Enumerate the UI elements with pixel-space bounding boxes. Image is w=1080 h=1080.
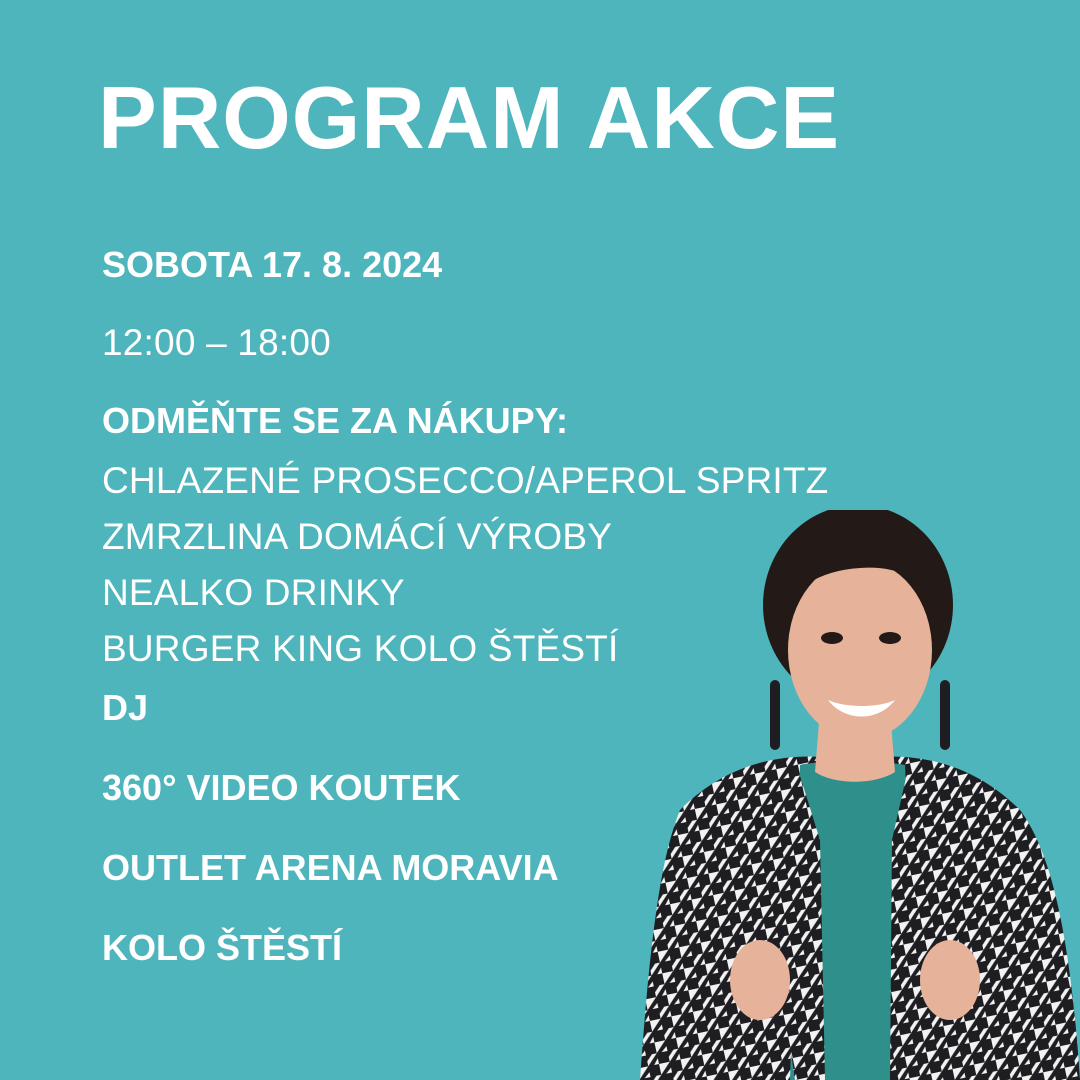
woman-portrait-icon [620,510,1080,1080]
list-item: CHLAZENÉ PROSECCO/APEROL SPRITZ [102,460,829,501]
list-item: ZMRZLINA DOMÁCÍ VÝROBY [102,516,613,557]
program-item-video-booth: 360° VIDEO KOUTEK [102,767,461,808]
event-date: SOBOTA 17. 8. 2024 [102,244,443,285]
rewards-heading: ODMĚŇTE SE ZA NÁKUPY: [102,400,569,441]
program-item-dj: DJ [102,687,149,728]
program-item-wheel: KOLO ŠTĚSTÍ [102,927,343,968]
program-item-outlet: OUTLET ARENA MORAVIA [102,847,559,888]
page-title: PROGRAM AKCE [98,68,841,167]
list-item: NEALKO DRINKY [102,572,405,613]
list-item: BURGER KING KOLO ŠTĚSTÍ [102,628,619,669]
event-time: 12:00 – 18:00 [102,322,331,363]
